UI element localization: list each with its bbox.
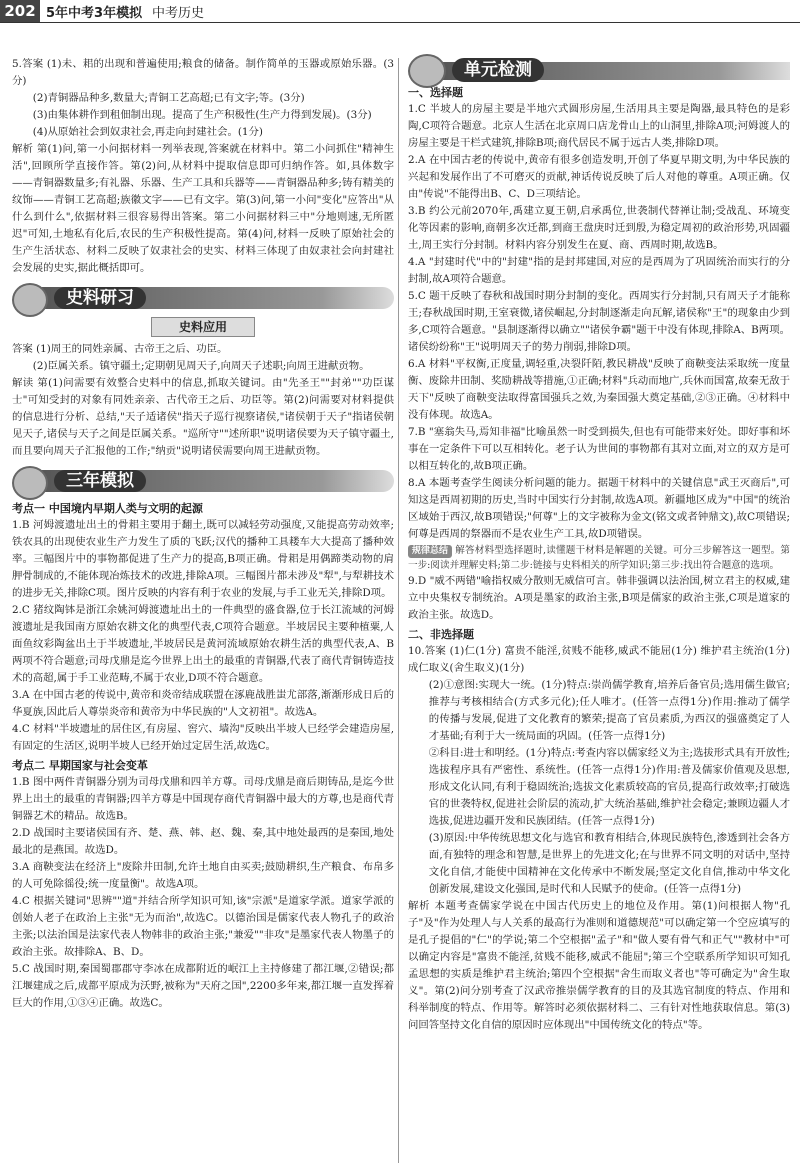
- answer-5-part3: (3)由集体耕作到租佃制出现。提高了生产积极性(生产力得到发展)。(3分): [32, 109, 372, 121]
- section-choice-heading: 一、选择题: [408, 86, 463, 99]
- right-column: [408, 82, 790, 1034]
- left-column: [12, 56, 394, 1012]
- topic2-q4: 4.C 根据关键词"思辨""道"并结合所学知识可知,该"宗派"是道家学派。道家学派的创始人老子在政治上主张"无为而治",故选C。以德治国是儒家代表人物孔子的政治主张;以法治国是法家代表人物韩非的政治主张;"兼爱""非攻"是墨家代表人物墨子的政治主张。故排除A、B、D。: [12, 895, 394, 958]
- answer-5-analysis: 解析 第(1)问,第一小问据材料一列举表现,答案就在材料中。第二小问抓住"精神生活",回顾所学直接作答。第(2)问,从材料中提取信息即可归纳作答。如,具体数字——青铜器数量多;有礼器、乐器、生产工具和兵器等——青铜器品种多;铸有精美的纹饰——青铜工艺高超;族徽文字——已有文字。第(3)问,第一小问"变化"应答出"从什么到什么",依据材料三很容易得出答案。第二小问据材料三中"分地则速,无所匿迟"可知,土地私有化后,农民的生产积极性提高。第(4)问,材料一反映了原始社会的生产生活状态、材料二反映了奴隶社会的史实、材料三体现了由奴隶社会向封建社会发展的史实,据此概括即可。: [12, 143, 394, 274]
- subsection-box: 史料应用: [151, 317, 255, 337]
- section-nonchoice-heading: 二、非选择题: [408, 628, 474, 641]
- subject-label: 中考历史: [152, 6, 205, 21]
- section-banner-danyuan: [408, 58, 790, 82]
- shiliao-answer-1: 答案 (1)周王的同姓亲属、古帝王之后、功臣。: [12, 343, 228, 355]
- shiliao-answer-2: (2)臣属关系。镇守疆土;定期朝见周天子,向周天子述职;向周王进献贡物。: [32, 360, 370, 372]
- shiliao-analysis: 解读 第(1)问需要有效整合史料中的信息,抓取关键词。由"先圣王""封弟""功臣谋士"可知受封的对象有同姓亲亲、古代帝王之后、功臣等。第(2)问需要对材料提供的信息进行分析、总结,"天子适诸侯"指天子巡行视察诸侯,"诸侯朝于天子"指诸侯朝见天子,诸侯与天子之间是臣属关系。"巡所守""述所职"说明诸侯要为天子镇守疆土,而且要向周天子汇报他的工作;"纳贡"说明诸侯需要向周王进献贡物。: [12, 377, 394, 457]
- answer-5-part2: (2)青铜器品种多,数量大;青铜工艺高超;已有文字;等。(3分): [32, 92, 305, 104]
- topic1-q2: 2.C 猪纹陶钵是浙江余姚河姆渡遗址出土的一件典型的盛食器,位于长江流域的河姆渡遗址是我国南方原始农耕文化的典型代表,C项符合题意。半坡居民主要种植粟,人面鱼纹彩陶盆出土于半坡遗址,半坡居民是黄河流域原始农耕生活的典型代表,A、B两项不符合题意;司母戊鼎是迄今世界上出土的最重的青铜器,代表了商代青铜铸造技术的高超,属于手工业范畴,不属于农业,D项不符合题意。: [12, 604, 394, 684]
- topic1-q3: 3.A 在中国古老的传说中,黄帝和炎帝结成联盟在涿鹿战胜蚩尤部落,渐渐形成日后的华夏族,因此后人尊崇炎帝和黄帝为中华民族的"人文初祖"。故选A。: [12, 689, 394, 718]
- topic-heading-1: 考点一 中国境内早期人类与文明的起源: [12, 502, 203, 515]
- mascot-icon: [12, 283, 48, 317]
- topic2-q5: 5.C 战国时期,秦国蜀郡郡守李冰在成都附近的岷江上主持修建了都江堰,②错误;都江堰建成之后,成都平原成为沃野,被称为"天府之国",2200多年来,都江堰一直发挥着巨大的作用,①③④正确。故选C。: [12, 963, 394, 1009]
- topic1-q4: 4.C 材料"半坡遗址的居住区,有房屋、窖穴、墙沟"反映出半坡人已经学会建造房屋,有固定的生活区,说明半坡人已经开始过定居生活,故选C。: [12, 723, 394, 752]
- column-divider: [398, 58, 399, 1163]
- topic2-q2: 2.D 战国时主要诸侯国有齐、楚、燕、韩、赵、魏、秦,其中地处最西的是秦国,地处最北的是燕国。故选D。: [12, 827, 394, 856]
- unit-q10-analysis: 解析 本题考查儒家学说在中国古代历史上的地位及作用。第(1)问根据人物"孔子"及"作为处理人与人关系的最高行为准则和道德规范"可以确定第一个空应填写的是孔子提倡的"仁"的学说;第二个空根据"孟子"和"做人要有骨气和正气""教材中"可以确定内容是"富贵不能淫,贫贱不能移,威武不能屈";第三个空联系所学知识可知孔孟思想的实质是维护君主统治;第四个空根据"舍生而取义者也"等可确定为"舍生取义"。第(2)问分别考查了汉武帝推崇儒学教育的目的及其选官制度的特点、作用和科举制度的特点、作用等。解答时必须依据材料二、三有针对性地获取信息。第(3)问回答坚持文化自信的原因时应体现出"中国传统文化的特点"等。: [408, 900, 790, 1031]
- unit-q3: 3.B 约公元前2070年,禹建立夏王朝,启承禹位,世袭制代替禅让制;受战乱、环境变化等因素的影响,商朝多次迁都,到商王盘庚时迁到殷,为稳定周初的政治形势,巩固疆土,周王实行分封制。材料内容分别发生在夏、商、西周时期,故选B。: [408, 205, 790, 251]
- rule-tag: 规律总结: [408, 545, 452, 558]
- banner-title: 三年模拟: [54, 470, 146, 492]
- topic-heading-2: 考点二 早期国家与社会变革: [12, 759, 148, 772]
- banner-title: 单元检测: [452, 58, 544, 82]
- unit-q10-part2a: (2)①意图:实现大一统。(1分)特点:崇尚儒学教育,培养后备官员;选用儒生做官;推荐与考核相结合(方式多元化);任人唯才。(任答一点得1分)作用:推动了儒学的传播与发展,促进了文化教育的繁荣;提高了官员素质,为西汉的强盛奠定了人才基础;有利于大一统局面的巩固。(任答一点得1分): [428, 679, 790, 742]
- answer-5-main: 5.答案 (1)未、耜的出现和普遍使用;粮食的储备。制作简单的玉器或原始乐器。(3分): [12, 58, 394, 87]
- unit-q10-part3: (3)原因:中华传统思想文化与选官和教育相结合,体现民族特色,渗透到社会各方面,有独特的理念和智慧,是世界上的先进文化;在与世界不同文明的对话中,坚持文化自信,才能使中国精神在文化传承中不断发展;坚定文化自信,推动中华文化创新发展,建设文化强国,是时代和人民赋予的使命。(任答一点得1分): [428, 832, 790, 895]
- section-banner-shiliao: [12, 283, 394, 311]
- unit-q2: 2.A 在中国古老的传说中,黄帝有很多创造发明,开创了华夏早期文明,为中华民族的兴起和发展作出了不可磨灭的贡献,神话传说反映了后人对他的尊重。A项正确。仅由"传说"不能得出B、C、D三项结论。: [408, 154, 790, 200]
- unit-q9: 9.D "威不两错"喻指权威分散则无威信可言。韩非强调以法治国,树立君主的权威,建立中央集权专制统治。A项是墨家的政治主张,B项是儒家的政治主张,C项是道家的政治主张。故选D。: [408, 575, 790, 621]
- topic2-q1: 1.B 图中两件青铜器分别为司母戊鼎和四羊方尊。司母戊鼎是商后期铸品,是迄今世界上出土的最重的青铜器;四羊方尊是中国现存商代青铜器中最大的方尊,也是商代青铜器艺术的精品。故选B。: [12, 776, 394, 822]
- unit-q10-part2b: ②科目:进士和明经。(1分)特点:考查内容以儒家经义为主;选拔形式具有开放性;选拔程序具有严密性、系统性。(任答一点得1分)作用:普及儒家价值观及思想,形成文化认同,有利于稳固统治;选拔文化素质较高的官员,提高行政效率;打破选官的世袭特权,促进社会阶层的流动,扩大统治基础,维护社会稳定;兼顾边疆人才选拔,促进边疆开发和民族团结。(任答一点得1分): [428, 747, 791, 827]
- rule-summary: [408, 543, 790, 573]
- answer-5-part4: (4)从原始社会到奴隶社会,再走向封建社会。(1分): [32, 126, 263, 138]
- unit-q6: 6.A 材料"平权衡,正度量,调轻重,决裂阡陌,教民耕战"反映了商鞅变法采取统一度量衡、废除井田制、奖励耕战等措施,①正确;材料"兵动而地广,兵休而国富,故秦无敌于天下"反映了商鞅变法取得富国强兵之效,为秦国强大奠定基础,②③正确。④材料中没有体现。故选A。: [408, 358, 790, 421]
- banner-title: 史料研习: [54, 287, 146, 309]
- book-title: 5年中考3年模拟: [46, 6, 143, 21]
- page-number: 202: [0, 0, 40, 22]
- page-header: [0, 0, 800, 23]
- unit-q10-answer: 10.答案 (1)仁(1分) 富贵不能淫,贫贱不能移,威武不能屈(1分) 维护君主统治(1分) 成仁取义(舍生取义)(1分): [408, 645, 790, 674]
- unit-q8: 8.A 本题考查学生阅读分析问题的能力。据题干材料中的关键信息"武王灭商后",可知这是西周初期的历史,当时中国实行分封制,故选A项。新疆地区成为"中国"的统治区域始于西汉,故B项错误;"何尊"上的文字被称为金文(铭文或者钟鼎文),故C项错误;何尊是西周的祭器而不是农业生产工具,故D项错误。: [408, 477, 790, 540]
- section-banner-sannian: [12, 466, 394, 494]
- mascot-icon: [12, 466, 48, 500]
- topic2-q3: 3.A 商鞅变法在经济上"废除井田制,允许土地自由买卖;鼓励耕织,生产粮食、布帛多的人可免除徭役;统一度量衡"。故选A项。: [12, 861, 394, 890]
- rule-text: 解答材料型选择题时,读懂题干材料是解题的关键。可分三步解答这一题型。第一步:阅读并理解史料;第二步:链接与史料相关的所学知识;第三步:找出符合题意的选项。: [408, 545, 790, 571]
- unit-q5: 5.C 题干反映了春秋和战国时期分封制的变化。西周实行分封制,只有周天子才能称王;春秋战国时期,王室衰微,诸侯崛起,分封制逐渐走向瓦解,诸侯称"王"的现象由少到多,C项符合题意。"县制逐渐得以确立""诸侯争霸"题干中没有体现,排除A、B两项。诸侯纷纷称"王"说明周天子的势力削弱,排除D项。: [408, 290, 790, 353]
- unit-q4: 4.A "封建时代"中的"封建"指的是封邦建国,对应的是西周为了巩固统治而实行的分封制,故A项符合题意。: [408, 256, 790, 285]
- unit-q7: 7.B "塞翁失马,焉知非福"比喻虽然一时受到损失,但也有可能带来好处。即好事和坏事在一定条件下可以互相转化。老子认为世间的事物都有其对立面,对立的双方是可以相互转化的,故B项正确。: [408, 426, 790, 472]
- topic1-q1: 1.B 河姆渡遗址出土的骨耜主要用于翻土,既可以减轻劳动强度,又能提高劳动效率;铁农具的出现使农业生产力发生了质的飞跃;汉代的播种工具耧车大大提高了播种效率。三幅图片中的事物都促进了生产力的提高,B项正确。骨耜是用偶蹄类动物的肩胛骨制成的,不能体现冶炼技术的改进,排除A项。三幅图片都未涉及"犁",与犁耕技术的进步无关,排除C项。图片反映的内容有利于农业的发展,与手工业无关,排除D项。: [12, 519, 394, 599]
- unit-q1: 1.C 半坡人的房屋主要是半地穴式圆形房屋,生活用具主要是陶器,最具特色的是彩陶,C项符合题意。北京人生活在北京周口店龙骨山上的山洞里,排除A项;河姆渡人的房屋主要是干栏式建筑,排除B项;商代居民不属于远古人类,排除D项。: [408, 103, 790, 149]
